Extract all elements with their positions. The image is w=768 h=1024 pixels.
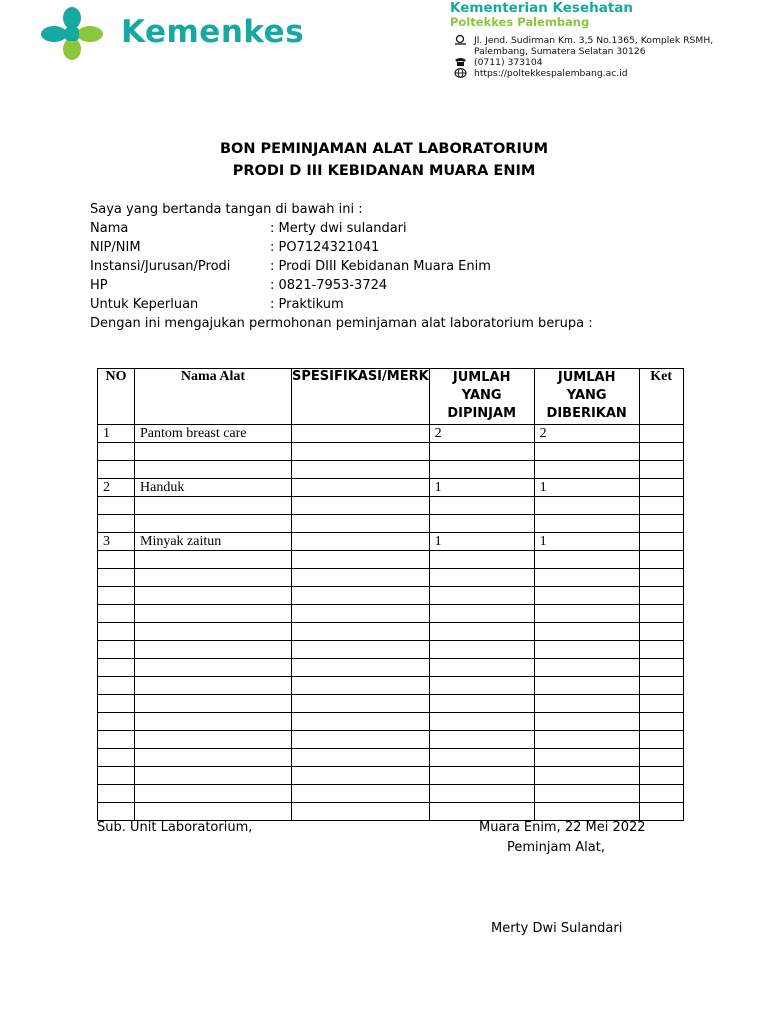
footer-sub-unit: Sub. Unit Laboratorium, [97,820,253,835]
cell-no [98,533,135,551]
cell-no [98,623,135,641]
cell-no [98,713,135,731]
cell-ket [639,425,683,443]
cell-ket [639,803,683,821]
cell-nama [135,587,292,605]
cell-nama [135,569,292,587]
header-nama-alat: Nama Alat [135,369,292,425]
cell-no [98,749,135,767]
table-row [98,533,684,551]
cell-spek [292,497,430,515]
cell-nama-text: Handuk [140,480,185,495]
table-row [98,767,684,785]
cell-no [98,479,135,497]
field-label-instansi: Instansi/Jurusan/Prodi [90,259,231,274]
header-jumlah-diberikan-line-2: YANG [566,388,607,403]
table-row [98,641,684,659]
table-row [98,623,684,641]
cell-beri [534,641,639,659]
phone-number: (0711) 373104 [474,57,543,68]
cell-nama [135,695,292,713]
header-jumlah-dipinjam-line-3: DIPINJAM [447,406,517,421]
cell-beri [534,677,639,695]
table-row [98,605,684,623]
cell-ket [639,587,683,605]
cell-spek [292,803,430,821]
cell-nama [135,461,292,479]
cell-pinjam [429,713,534,731]
cell-no [98,569,135,587]
cell-pinjam [429,515,534,533]
cell-ket [639,767,683,785]
cell-spek [292,587,430,605]
cell-spek [292,695,430,713]
cell-ket [639,695,683,713]
cell-ket [639,749,683,767]
cell-pinjam [429,623,534,641]
cell-no-text: 1 [103,426,110,441]
cell-pinjam-text: 1 [434,480,442,495]
cell-spek [292,731,430,749]
cell-nama [135,713,292,731]
cell-no [98,731,135,749]
cell-pinjam [429,461,534,479]
cell-nama [135,497,292,515]
cell-nama [135,551,292,569]
cell-pinjam [429,551,534,569]
table-row [98,659,684,677]
cell-ket [639,731,683,749]
footer-place-date: Muara Enim, 22 Mei 2022 [479,820,646,835]
cell-ket [639,605,683,623]
cell-beri [534,749,639,767]
cell-no [98,425,135,443]
cell-spek [292,749,430,767]
field-value-nim: : PO7124321041 [270,240,380,255]
cell-pinjam [429,641,534,659]
location-icon [454,35,467,48]
table-row [98,749,684,767]
kemenkes-logo-icon [38,6,106,60]
cell-spek [292,641,430,659]
cell-spek [292,767,430,785]
table-row [98,587,684,605]
cell-pinjam [429,425,534,443]
loan-table [97,368,684,821]
cell-beri-text: 1 [539,534,547,549]
cell-pinjam [429,569,534,587]
cell-ket [639,623,683,641]
cell-beri-text: 2 [539,426,547,441]
cell-pinjam [429,785,534,803]
field-value-nama: : Merty dwi sulandari [270,221,407,236]
cell-ket [639,785,683,803]
header-no: NO [98,369,135,425]
cell-nama [135,425,292,443]
cell-beri [534,551,639,569]
cell-pinjam [429,605,534,623]
cell-spek [292,461,430,479]
cell-beri [534,605,639,623]
cell-beri [534,659,639,677]
table-row [98,479,684,497]
header-jumlah-diberikan-line-3: DIBERIKAN [546,406,627,421]
cell-ket [639,497,683,515]
brand-name: Kemenkes [121,14,305,50]
intro-opening: Saya yang bertanda tangan di bawah ini : [90,202,363,217]
cell-pinjam [429,731,534,749]
cell-beri [534,533,639,551]
cell-spek [292,677,430,695]
cell-beri [534,785,639,803]
cell-pinjam [429,533,534,551]
cell-no [98,497,135,515]
cell-beri-text: 1 [539,480,547,495]
table-row [98,569,684,587]
field-label-keperluan: Untuk Keperluan [90,297,199,312]
cell-spek [292,551,430,569]
footer-borrower-label: Peminjam Alat, [507,840,605,855]
cell-spek [292,713,430,731]
cell-pinjam [429,443,534,461]
cell-beri [534,731,639,749]
cell-no-text: 3 [103,534,110,549]
cell-beri [534,623,639,641]
cell-spek [292,569,430,587]
cell-no [98,767,135,785]
table-row [98,695,684,713]
cell-no [98,587,135,605]
field-label-hp: HP [90,278,108,293]
footer-signatory-name: Merty Dwi Sulandari [491,921,623,936]
cell-spek [292,785,430,803]
cell-beri [534,425,639,443]
intro-closing: Dengan ini mengajukan permohonan peminjaman alat laboratorium berupa : [90,316,593,331]
cell-spek [292,623,430,641]
document-title-line-2: PRODI D III KEBIDANAN MUARA ENIM [232,163,536,179]
org-unit: Poltekkes Palembang [450,15,590,29]
cell-nama [135,479,292,497]
address-line-1: Jl. Jend. Sudirman Km. 3,5 No.1365, Komplek RSMH, [474,35,714,46]
cell-spek [292,659,430,677]
cell-ket [639,479,683,497]
cell-no [98,515,135,533]
cell-beri [534,569,639,587]
cell-nama [135,623,292,641]
table-row [98,497,684,515]
table-row [98,713,684,731]
cell-ket [639,515,683,533]
table-row [98,731,684,749]
cell-spek [292,533,430,551]
cell-no [98,785,135,803]
cell-ket [639,533,683,551]
cell-pinjam [429,659,534,677]
cell-beri [534,767,639,785]
cell-no [98,803,135,821]
cell-ket [639,659,683,677]
cell-nama [135,803,292,821]
cell-ket [639,443,683,461]
cell-pinjam [429,587,534,605]
cell-nama [135,515,292,533]
header-spesifikasi: SPESIFIKASI/MERK [292,369,430,425]
cell-nama [135,659,292,677]
cell-ket [639,677,683,695]
table-row [98,551,684,569]
header-jumlah-dipinjam [429,369,534,425]
table-body [98,425,684,821]
cell-no [98,641,135,659]
cell-nama [135,443,292,461]
cell-nama [135,677,292,695]
field-value-keperluan: : Praktikum [270,297,344,312]
document-title-line-1: BON PEMINJAMAN ALAT LABORATORIUM [219,141,549,157]
cell-no [98,695,135,713]
cell-pinjam [429,497,534,515]
org-name: Kementerian Kesehatan [450,0,633,16]
table-row [98,677,684,695]
cell-ket [639,641,683,659]
cell-beri [534,695,639,713]
cell-spek [292,425,430,443]
cell-nama [135,533,292,551]
cell-beri [534,713,639,731]
cell-ket [639,461,683,479]
cell-beri [534,461,639,479]
cell-pinjam [429,767,534,785]
cell-nama [135,641,292,659]
header-jumlah-dipinjam-line-1: JUMLAH [452,370,511,385]
cell-no [98,551,135,569]
cell-spek [292,443,430,461]
cell-no [98,659,135,677]
field-label-nim: NIP/NIM [90,240,141,255]
cell-beri [534,803,639,821]
header-ket: Ket [639,369,683,425]
cell-ket [639,551,683,569]
cell-ket [639,713,683,731]
table-row [98,515,684,533]
cell-beri [534,443,639,461]
header-jumlah-dipinjam-line-2: YANG [461,388,502,403]
table-row [98,785,684,803]
cell-pinjam [429,749,534,767]
cell-pinjam-text: 1 [434,534,442,549]
cell-nama [135,731,292,749]
cell-spek [292,479,430,497]
cell-nama-text: Pantom breast care [140,426,247,441]
cell-no [98,461,135,479]
table-row [98,425,684,443]
cell-nama-text: Minyak zaitun [140,534,222,549]
cell-no [98,677,135,695]
cell-beri [534,479,639,497]
header-jumlah-diberikan-line-1: JUMLAH [557,370,616,385]
cell-nama [135,785,292,803]
cell-pinjam-text: 2 [434,426,442,441]
cell-pinjam [429,677,534,695]
field-label-nama: Nama [90,221,129,236]
table-header-row [98,369,684,425]
cell-spek [292,515,430,533]
cell-no-text: 2 [103,480,110,495]
table-row [98,461,684,479]
cell-beri [534,587,639,605]
website-url[interactable]: https://poltekkespalembang.ac.id [474,68,628,79]
cell-no [98,605,135,623]
cell-spek [292,605,430,623]
field-value-instansi: : Prodi DIII Kebidanan Muara Enim [270,259,491,274]
address-line-2: Palembang, Sumatera Selatan 30126 [474,46,646,57]
cell-pinjam [429,479,534,497]
table-row [98,443,684,461]
header-jumlah-diberikan [534,369,639,425]
cell-beri [534,497,639,515]
globe-icon [454,68,467,81]
table-row [98,803,684,821]
cell-pinjam [429,695,534,713]
cell-no [98,443,135,461]
cell-nama [135,767,292,785]
cell-ket [639,569,683,587]
cell-nama [135,749,292,767]
cell-nama [135,605,292,623]
cell-pinjam [429,803,534,821]
field-value-hp: : 0821-7953-3724 [270,278,388,293]
cell-beri [534,515,639,533]
